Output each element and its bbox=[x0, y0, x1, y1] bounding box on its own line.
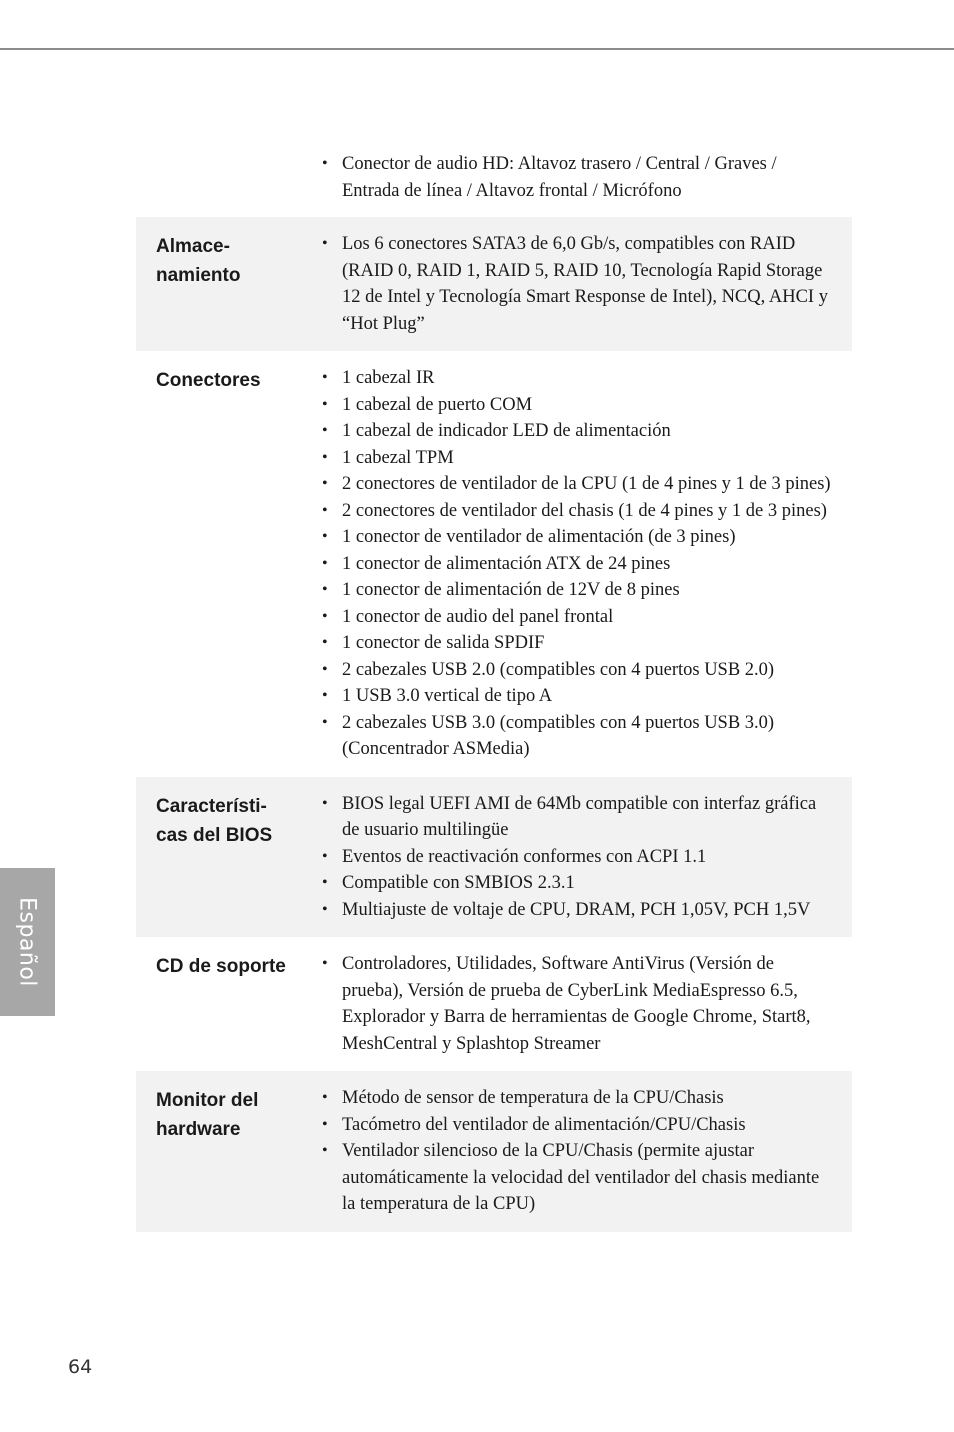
spec-row-audio bbox=[136, 150, 852, 217]
spec-items bbox=[322, 951, 832, 1057]
spec-item: • 2 conectores de ventilador del chasis (1 de 4 pines y 1 de 3 pines) bbox=[322, 498, 832, 525]
spec-items bbox=[322, 791, 832, 924]
spec-item: • Compatible con SMBIOS 2.3.1 bbox=[322, 870, 832, 897]
spec-table bbox=[136, 150, 852, 1232]
spec-item: • 2 cabezales USB 2.0 (compatibles con 4 puertos USB 2.0) bbox=[322, 657, 832, 684]
spec-item: • 1 cabezal TPM bbox=[322, 445, 832, 472]
spec-label: Almace- namiento bbox=[156, 236, 241, 286]
spec-item: • Tacómetro del ventilador de alimentación/CPU/Chasis bbox=[322, 1112, 832, 1139]
spec-row-support-cd bbox=[136, 937, 852, 1071]
spec-item: • 2 cabezales USB 3.0 (compatibles con 4 puertos USB 3.0) (Concentrador ASMedia) bbox=[322, 710, 832, 763]
spec-row-connectors bbox=[136, 351, 852, 777]
page-number: 64 bbox=[68, 1356, 93, 1378]
spec-row-storage bbox=[136, 217, 852, 351]
spec-item: • 1 conector de alimentación de 12V de 8 pines bbox=[322, 577, 832, 604]
spec-item: • Método de sensor de temperatura de la CPU/Chasis bbox=[322, 1085, 832, 1112]
spec-item: • Ventilador silencioso de la CPU/Chasis (permite ajustar automáticamente la velocidad del ventilador del chasis mediante la temperatura de la CPU) bbox=[322, 1138, 832, 1218]
spec-item: • Controladores, Utilidades, Software AntiVirus (Versión de prueba), Versión de prueba de CyberLink MediaEspresso 6.5, Explorador y Barra de herramientas de Google Chrome, Start8, MeshCentral y Splashtop Streamer bbox=[322, 951, 832, 1057]
spec-item: • 1 conector de alimentación ATX de 24 pines bbox=[322, 551, 832, 578]
spec-label: CD de soporte bbox=[156, 956, 286, 977]
spec-item: • Los 6 conectores SATA3 de 6,0 Gb/s, compatibles con RAID (RAID 0, RAID 1, RAID 5, RAID 10, Tecnología Rapid Storage 12 de Intel y Tecnología Smart Response de Intel), NCQ, AHCI y “Hot Plug” bbox=[322, 231, 832, 337]
spec-item: • Eventos de reactivación conformes con ACPI 1.1 bbox=[322, 844, 832, 871]
spec-label: Conectores bbox=[156, 370, 261, 391]
spec-item: • 1 conector de salida SPDIF bbox=[322, 630, 832, 657]
spec-row-hardware-monitor bbox=[136, 1071, 852, 1232]
spec-item: • Multiajuste de voltaje de CPU, DRAM, PCH 1,05V, PCH 1,5V bbox=[322, 897, 832, 924]
spec-item: • Conector de audio HD: Altavoz trasero / Central / Graves / Entrada de línea / Altavoz frontal / Micrófono bbox=[322, 151, 832, 204]
spec-label bbox=[156, 151, 322, 204]
header-rule bbox=[0, 48, 954, 50]
spec-items bbox=[322, 365, 832, 763]
spec-label: Monitor del hardware bbox=[156, 1090, 259, 1140]
spec-row-bios bbox=[136, 777, 852, 938]
spec-item: • 1 USB 3.0 vertical de tipo A bbox=[322, 683, 832, 710]
spec-item: • 1 cabezal de indicador LED de alimentación bbox=[322, 418, 832, 445]
spec-item: • 1 conector de ventilador de alimentación (de 3 pines) bbox=[322, 524, 832, 551]
language-label: Español bbox=[14, 897, 40, 987]
language-side-tab bbox=[0, 868, 55, 1016]
spec-items bbox=[322, 151, 832, 204]
spec-items bbox=[322, 1085, 832, 1218]
spec-item: • 2 conectores de ventilador de la CPU (1 de 4 pines y 1 de 3 pines) bbox=[322, 471, 832, 498]
spec-item: • 1 conector de audio del panel frontal bbox=[322, 604, 832, 631]
spec-item: • 1 cabezal de puerto COM bbox=[322, 392, 832, 419]
spec-item: • BIOS legal UEFI AMI de 64Mb compatible con interfaz gráfica de usuario multilingüe bbox=[322, 791, 832, 844]
spec-items bbox=[322, 231, 832, 337]
spec-item: • 1 cabezal IR bbox=[322, 365, 832, 392]
spec-label: Característi- cas del BIOS bbox=[156, 795, 273, 846]
